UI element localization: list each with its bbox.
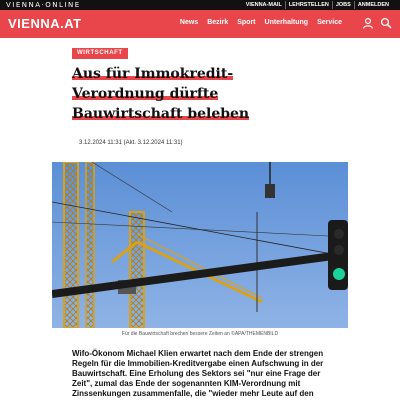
user-icon[interactable] <box>362 17 374 29</box>
headline-line: Aus für Immokredit- <box>72 66 234 82</box>
nav-item-unterhaltung[interactable]: Unterhaltung <box>264 19 309 26</box>
article-lead: Wifo-Ökonom Michael Klien erwartet nach dem Ende der strengen Regeln für die Immobilien-Kreditvergabe einen Aufschwung in der Bauwirtschaft. Eine Erholung des Sektors sei "nur eine Frage der Zeit", zumal das Ende der sogenannten KIM-Verordnung mit Zinssenkungen zusammenfalle, die "wieder mehr Leute auf den <box>72 349 324 398</box>
image-caption: Für die Bauwirtschaft brechen bessere Zeiten an ©APA/THEMENBILD <box>121 331 279 337</box>
nav-item-service[interactable]: Service <box>317 19 342 26</box>
article-headline <box>72 64 322 124</box>
header-icons <box>362 17 392 29</box>
top-links <box>243 1 392 9</box>
category-badge[interactable]: WIRTSCHAFT <box>72 48 128 59</box>
crane-photo <box>52 162 348 328</box>
article-image <box>52 162 348 328</box>
nav-item-sport[interactable]: Sport <box>237 19 256 26</box>
top-link-anmelden[interactable]: ANMELDEN <box>354 1 392 9</box>
nav-item-news[interactable]: News <box>179 19 199 26</box>
site-logo[interactable]: VIENNA.AT <box>8 16 82 31</box>
search-icon[interactable] <box>380 17 392 29</box>
headline-line: Verordnung dürfte <box>72 86 219 102</box>
headline-line: Bauwirtschaft beleben <box>72 106 250 122</box>
top-bar <box>0 0 400 10</box>
top-link-vienna-mail[interactable]: VIENNA-MAIL <box>245 2 282 8</box>
article-date: 3.12.2024 11:31 (Akt. 3.12.2024 11:31) <box>79 140 183 146</box>
network-brand[interactable]: VIENNA·ONLINE <box>6 1 81 9</box>
main-nav <box>180 19 342 26</box>
site-header <box>0 10 400 38</box>
top-link-jobs[interactable]: JOBS <box>332 1 354 9</box>
nav-item-bezirk[interactable]: Bezirk <box>207 19 229 26</box>
top-link-lehrstellen[interactable]: LEHRSTELLEN <box>285 1 332 9</box>
